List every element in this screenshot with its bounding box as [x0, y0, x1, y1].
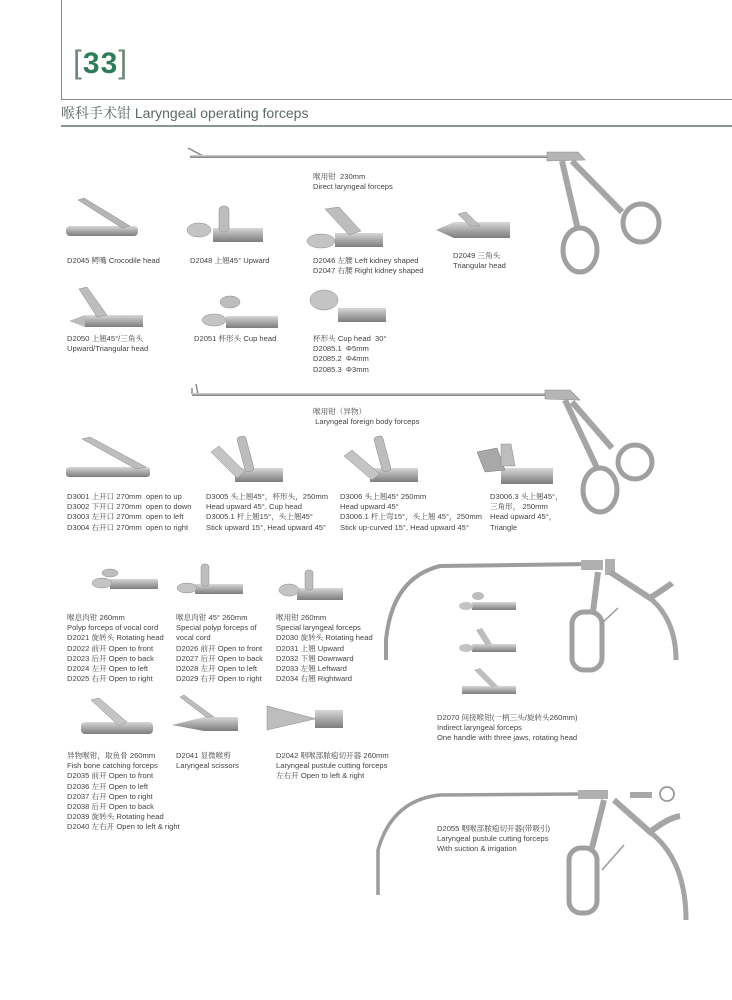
tip-pustule-cutter [265, 700, 345, 740]
caption-special-polyp-forceps: 喉息肉钳 45° 260mm Special polyp forceps of vocal cord D2026 前开 Open to front D2027 后开 Open to back D2028 左开 Open to left D2029 右开 Open to right [176, 613, 263, 684]
tip-laryngeal-scissors [170, 695, 240, 740]
tip-polyp-forceps [90, 565, 160, 595]
caption-cup-upward-45: D3005 头上翘45°，杯形头，250mm Head upward 45°, Cup head D3005.1 杆上翘15°，头上翘45° Stick upward 15°, Head upward 45° [206, 492, 329, 532]
tip-indirect-jaws [458, 590, 518, 702]
caption-cup-head: D2051 杯形头 Cup head [194, 334, 277, 343]
page-title: 喉科手术钳 Laryngeal operating forceps [61, 105, 309, 121]
caption-fish-bone-forceps: 异物喉钳，取鱼骨 260mm Fish bone catching forceps D2035 前开 Open to front D2036 左开 Open to left D2037 右开 Open to right D2038 后开 Open to back D2039 旋转头 Rotating head D2040 左右开 Open to left & right [67, 751, 180, 832]
tip-serrated-open [62, 435, 152, 485]
page-number: [33] [73, 44, 129, 80]
tip-cup-head [200, 292, 280, 337]
direct-forceps-caption: 喉用钳 230mm Direct laryngeal forceps [313, 172, 393, 192]
caption-crocodile-head: D2045 鳄嘴 Crocodile head [67, 256, 160, 265]
caption-pustule-cutter: D2042 咽喉部脓疱切开器 260mm Laryngeal pustule cutting forceps 左右开 Open to left & right [276, 751, 389, 781]
tip-crocodile-head [62, 196, 142, 246]
caption-triangular-head: D2049 三角头 Triangular head [453, 251, 506, 271]
caption-kidney-shaped: D2046 左腰 Left kidney shaped D2047 右腰 Right kidney shaped [313, 256, 424, 276]
foreign-body-forceps-caption: 喉用钳（异物） Laryngeal foreign body forceps [313, 407, 420, 427]
tip-cup-head-30 [308, 282, 388, 332]
caption-open-directions: D3001 上开口 270mm open to up D3002 下开口 270mm open to down D3003 左开口 270mm open to left D3004 右开口 270mm open to right [67, 492, 192, 532]
caption-laryngeal-scissors: D2041 显微喉剪 Laryngeal scissors [176, 751, 239, 771]
caption-cup-head-30: 杯形头 Cup head 30° D2085.1 Φ5mm D2085.2 Φ4mm D2085.3 Φ3mm [313, 334, 387, 374]
tip-cup-upward-45 [205, 432, 285, 487]
tip-upward-45 [185, 200, 265, 250]
caption-polyp-forceps: 喉息肉钳 260mm Polyp forceps of vocal cord D2021 旋转头 Rotating head D2022 前开 Open to front D2023 后开 Open to back D2024 左开 Open to left D2025 右开 Open to right [67, 613, 164, 684]
caption-upward-triangular: D2050 上翘45°/三角头 Upward/Triangular head [67, 334, 149, 354]
tip-kidney-shaped [305, 203, 385, 253]
tip-triangle-upward [475, 440, 555, 490]
tip-head-upward-45 [340, 432, 420, 487]
pustule-suction-caption: D2055 咽喉部脓疱切开器(带吸引) Laryngeal pustule cutting forceps With suction & irrigation [437, 824, 551, 854]
tip-special-laryngeal-forceps [275, 566, 345, 606]
tip-triangular-head [432, 210, 512, 250]
caption-head-upward-45: D3006 头上翘45° 250mm Head upward 45° D3006.1 杆上弯15°，头上翘 45°，250mm Stick up-curved 15°, Head upward 45° [340, 492, 482, 532]
tip-upward-triangular [65, 285, 145, 335]
tip-fish-bone-forceps [75, 696, 155, 741]
caption-special-laryngeal-forceps: 喉用钳 260mm Special laryngeal forceps D2030 旋转头 Rotating head D2031 上翘 Upward D2032 下翘 Downward D2033 左翘 Leftward D2034 右翘 Rightward [276, 613, 373, 684]
tip-special-polyp-forceps [175, 562, 245, 602]
indirect-forceps-caption: D2070 间接喉钳(一柄三头/旋转头260mm) Indirect laryngeal forceps One handle with three jaws, rotating head [437, 713, 578, 743]
caption-upward-45: D2048 上翘45° Upward [190, 256, 270, 265]
caption-triangle-upward: D3006.3 头上翘45°， 三角形， 250mm Head upward 45°， Triangle [490, 492, 563, 532]
